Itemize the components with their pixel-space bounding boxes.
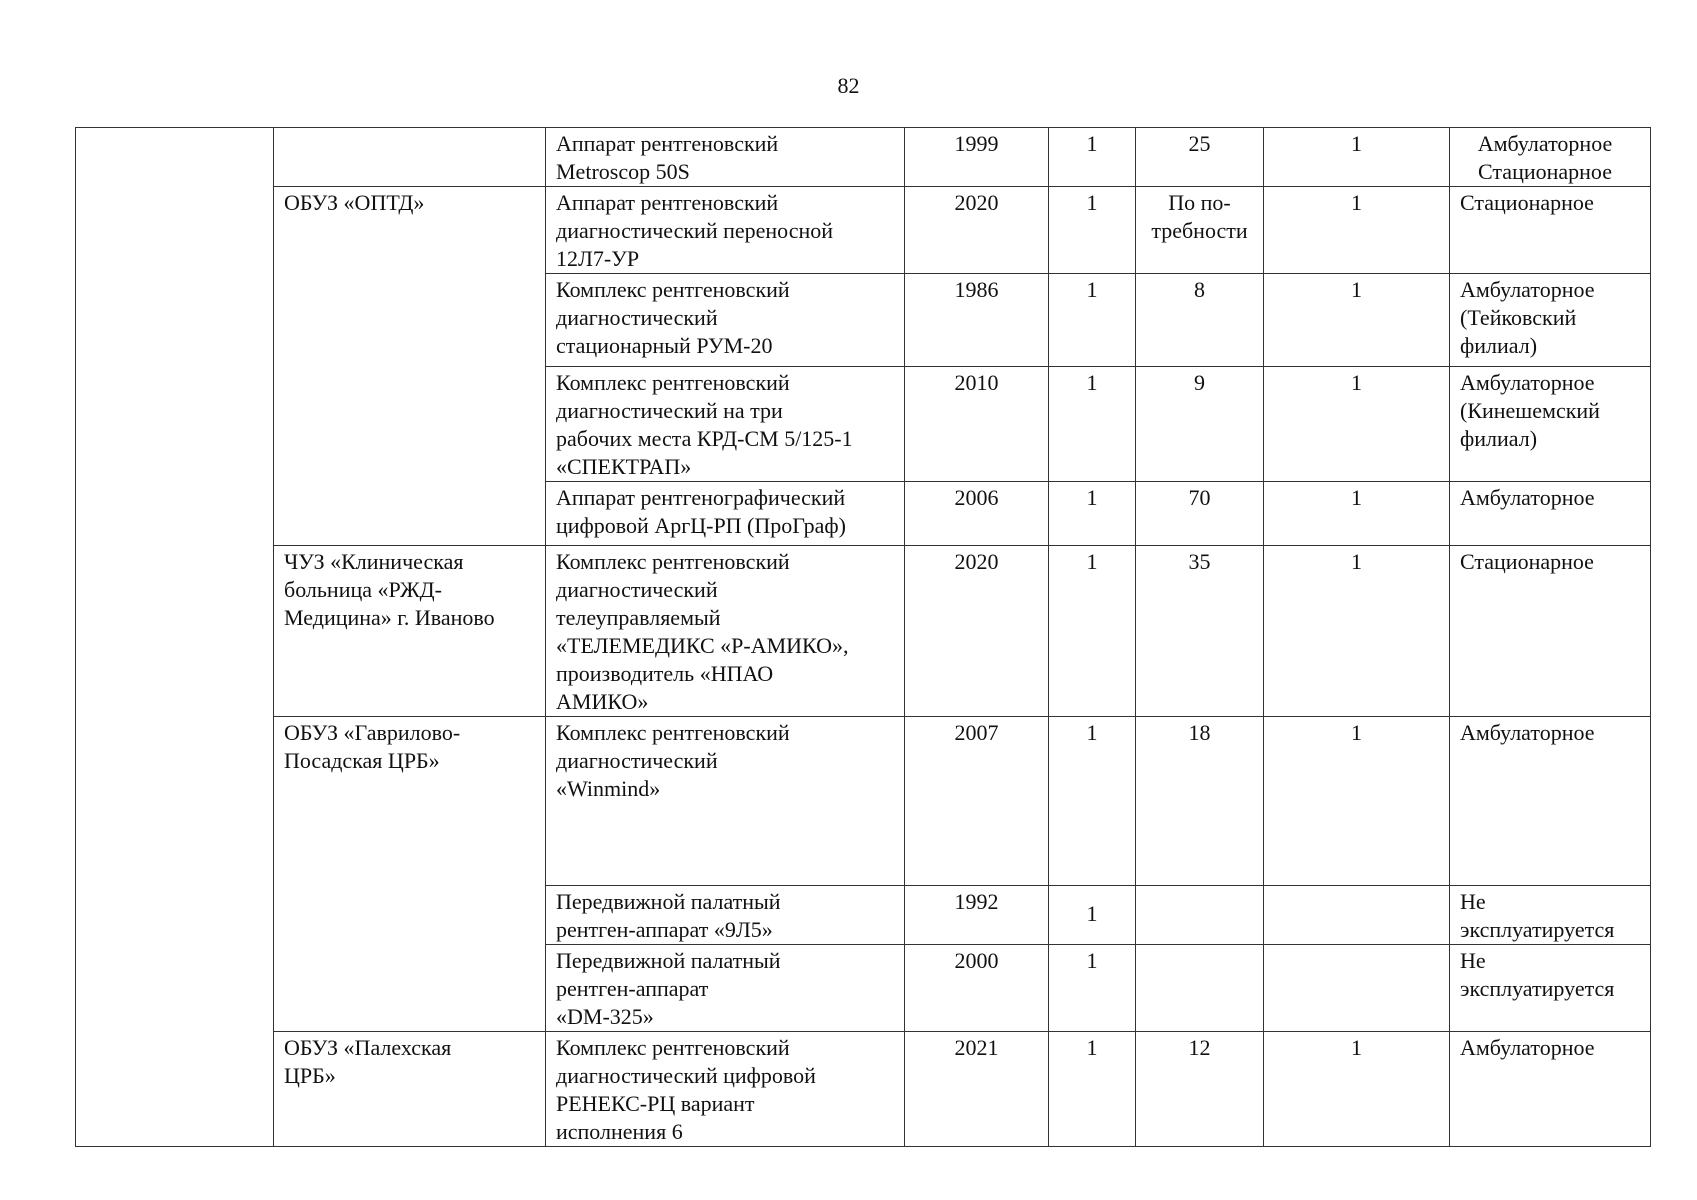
year-cell: 1992 bbox=[905, 886, 1049, 945]
quantity-cell: 1 bbox=[1049, 886, 1136, 945]
mode-cell: Амбулаторное bbox=[1450, 717, 1651, 886]
load-cell: 8 bbox=[1136, 274, 1264, 367]
quantity-cell: 1 bbox=[1049, 546, 1136, 717]
mode-cell: Амбулаторное Стационарное bbox=[1450, 128, 1651, 187]
quantity-cell: 1 bbox=[1049, 367, 1136, 482]
device-cell: Комплекс рентгеновский диагностический цифровой РЕНЕКС-РЦ вариант исполнения 6 bbox=[546, 1032, 905, 1147]
year-cell: 2021 bbox=[905, 1032, 1049, 1147]
table-row bbox=[76, 187, 1651, 274]
load-cell bbox=[1136, 945, 1264, 1032]
quantity-cell: 1 bbox=[1049, 274, 1136, 367]
staff-cell: 1 bbox=[1264, 128, 1450, 187]
staff-cell: 1 bbox=[1264, 367, 1450, 482]
year-cell: 2007 bbox=[905, 717, 1049, 886]
load-cell: 25 bbox=[1136, 128, 1264, 187]
load-cell: 12 bbox=[1136, 1032, 1264, 1147]
load-cell: 35 bbox=[1136, 546, 1264, 717]
device-cell: Комплекс рентгеновский диагностический «Winmind» bbox=[546, 717, 905, 886]
organization-cell: ОБУЗ «Палехская ЦРБ» bbox=[274, 1032, 546, 1147]
mode-cell: Не эксплуатируется bbox=[1450, 945, 1651, 1032]
mode-cell: Амбулаторное bbox=[1450, 482, 1651, 546]
staff-cell bbox=[1264, 886, 1450, 945]
load-cell: По по- требности bbox=[1136, 187, 1264, 274]
load-cell: 70 bbox=[1136, 482, 1264, 546]
quantity-cell: 1 bbox=[1049, 717, 1136, 886]
mode-cell: Стационарное bbox=[1450, 546, 1651, 717]
table-row bbox=[76, 717, 1651, 886]
staff-cell: 1 bbox=[1264, 717, 1450, 886]
year-cell: 2010 bbox=[905, 367, 1049, 482]
staff-cell: 1 bbox=[1264, 274, 1450, 367]
mode-cell: Амбулаторное bbox=[1450, 1032, 1651, 1147]
organization-cell: ЧУЗ «Клиническая больница «РЖД- Медицина» г. Иваново bbox=[274, 546, 546, 717]
mode-cell: Стационарное bbox=[1450, 187, 1651, 274]
organization-cell: ОБУЗ «ОПТД» bbox=[274, 187, 546, 546]
table-row bbox=[76, 1032, 1651, 1147]
device-cell: Комплекс рентгеновский диагностический телеуправляемый «ТЕЛЕМЕДИКС «Р-АМИКО», производитель «НПАО АМИКО» bbox=[546, 546, 905, 717]
quantity-cell: 1 bbox=[1049, 1032, 1136, 1147]
table-row bbox=[76, 546, 1651, 717]
organization-cell: ОБУЗ «Гаврилово- Посадская ЦРБ» bbox=[274, 717, 546, 1032]
device-cell: Комплекс рентгеновский диагностический на три рабочих места КРД-СМ 5/125-1 «СПЕКТРАП» bbox=[546, 367, 905, 482]
staff-cell: 1 bbox=[1264, 187, 1450, 274]
staff-cell bbox=[1264, 945, 1450, 1032]
page-number: 82 bbox=[837, 73, 860, 98]
year-cell: 2000 bbox=[905, 945, 1049, 1032]
load-cell bbox=[1136, 886, 1264, 945]
year-cell: 1986 bbox=[905, 274, 1049, 367]
quantity-cell: 1 bbox=[1049, 945, 1136, 1032]
table-row bbox=[76, 128, 1651, 187]
quantity-cell: 1 bbox=[1049, 187, 1136, 274]
load-cell: 18 bbox=[1136, 717, 1264, 886]
load-cell: 9 bbox=[1136, 367, 1264, 482]
device-cell: Передвижной палатный рентген-аппарат «9Л5» bbox=[546, 886, 905, 945]
device-cell: Аппарат рентгеновский диагностический переносной 12Л7-УР bbox=[546, 187, 905, 274]
mode-cell: Амбулаторное (Тейковский филиал) bbox=[1450, 274, 1651, 367]
equipment-table bbox=[75, 127, 1651, 1147]
quantity-cell: 1 bbox=[1049, 482, 1136, 546]
region-cell bbox=[76, 128, 274, 1147]
year-cell: 2020 bbox=[905, 187, 1049, 274]
year-cell: 2006 bbox=[905, 482, 1049, 546]
year-cell: 1999 bbox=[905, 128, 1049, 187]
device-cell: Аппарат рентгенографический цифровой АргЦ-РП (ПроГраф) bbox=[546, 482, 905, 546]
mode-cell: Амбулаторное (Кинешемский филиал) bbox=[1450, 367, 1651, 482]
device-cell: Комплекс рентгеновский диагностический стационарный РУМ-20 bbox=[546, 274, 905, 367]
staff-cell: 1 bbox=[1264, 546, 1450, 717]
staff-cell: 1 bbox=[1264, 482, 1450, 546]
device-cell: Передвижной палатный рентген-аппарат «DM-325» bbox=[546, 945, 905, 1032]
device-cell: Аппарат рентгеновский Metroscop 50S bbox=[546, 128, 905, 187]
quantity-cell: 1 bbox=[1049, 128, 1136, 187]
mode-cell: Не эксплуатируется bbox=[1450, 886, 1651, 945]
year-cell: 2020 bbox=[905, 546, 1049, 717]
staff-cell: 1 bbox=[1264, 1032, 1450, 1147]
organization-cell bbox=[274, 128, 546, 187]
